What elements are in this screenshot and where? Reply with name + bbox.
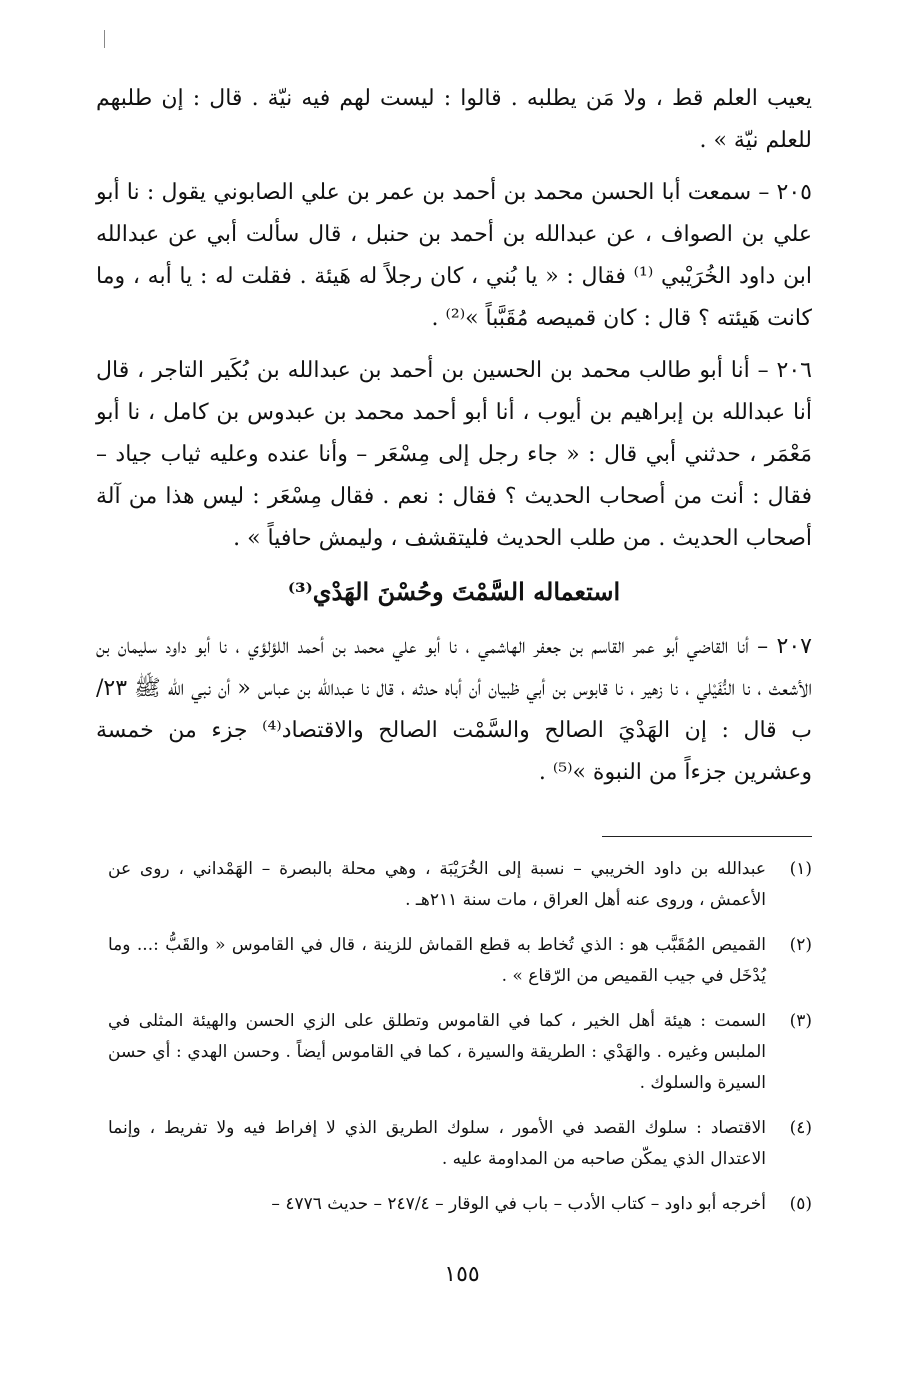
scan-mark xyxy=(104,30,105,48)
footnote-number: (٤) xyxy=(789,1118,812,1138)
paragraph-205: ٢٠٥ – سمعت أبا الحسن محمد بن أحمد بن عمر بن علي الصابوني يقول : نا أبو علي بن الصواف ، عن عبدالله بن أحمد بن حنبل ، قال سألت أبي عن عبدالله ابن داود الخُرَيْبي ⁽¹⁾ فقال : « يا بُني ، كان رجلاً له هَيئة . فقلت له : يا أبه ، وما كانت هَيئته ؟ قال : كان قميصه مُقَبَّباً »⁽²⁾ . xyxy=(96,180,813,331)
footnote-text: عبدالله بن داود الخريبي – نسبة إلى الخُرَيْبَة ، وهي محلة بالبصرة – الهَمْداني ، روى عن الأعمش ، وروى عنه أهل العراق ، مات سنة ٢١١هـ . xyxy=(108,859,766,910)
footnote-separator xyxy=(602,836,812,837)
footnote-5 xyxy=(108,1189,812,1220)
footnote-number: (١) xyxy=(789,859,812,879)
footnote-4 xyxy=(108,1113,812,1175)
footnote-number: (٢) xyxy=(789,935,812,955)
footnote-text: السمت : هيئة أهل الخير ، كما في القاموس وتطلق على الزي الحسن والهيئة المثلى في الملبس وغيره . والهَدْي : الطريقة والسيرة ، كما في القاموس أيضاً . وحسن الهدي : أي حسن السيرة والسلوك . xyxy=(108,1011,766,1093)
footnote-3 xyxy=(108,1006,812,1099)
paragraph-206: ٢٠٦ – أنا أبو طالب محمد بن الحسين بن أحمد بن عبدالله بن بُكَير التاجر ، قال أنا عبدالله بن إبراهيم بن أيوب ، أنا أبو أحمد محمد بن عبدوس بن كامل ، نا أبو مَعْمَر ، حدثني أبي قال : « جاء رجل إلى مِسْعَر – وأنا عنده وعليه ثياب جياد – فقال : أنت من أصحاب الحديث ؟ فقال : نعم . فقال مِسْعَر : ليس هذا من آلة أصحاب الحديث . من طلب الحديث فليتقشف ، وليمش حافياً » . xyxy=(96,358,812,551)
footnote-text: الاقتصاد : سلوك القصد في الأمور ، سلوك الطريق الذي لا إفراط فيه ولا تفريط ، وإنما الاعتدال الذي يمكّن صاحبه من المداومة عليه . xyxy=(108,1118,766,1169)
section-heading: استعماله السَّمْتَ وحُسْنَ الهَدْي⁽³⁾ xyxy=(287,577,621,606)
footnote-text: القميص المُقَبَّب هو : الذي تُخاط به قطع القماش للزينة ، قال في القاموس « والقَبُّ :... وما يُدْخَل في جيب القميص من الرّقاع » . xyxy=(108,935,766,986)
paragraph-207: ٢٠٧ – أنا القاضي أبو عمر القاسم بن جعفر الهاشمي ، نا أبو علي محمد بن أحمد اللؤلؤي ، نا أبو داود سليمان بن الأشعث ، نا النُّفَيْلي ، نا زهير ، نا قابوس بن أبي ظبيان أن أباه حدثه ، قال نا عبدالله بن عباس « أن نبي الله ﷺ ٢٣/ ب قال : إن الهَدْيَ الصالح والسَّمْت الصالح والاقتصاد⁽⁴⁾ جزء من خمسة وعشرين جزءاً من النبوة »⁽⁵⁾ . xyxy=(96,634,812,785)
page-number: ١٥٥ xyxy=(444,1262,480,1287)
main-text xyxy=(96,78,812,804)
footnotes xyxy=(108,854,812,1234)
paragraph-continuation: يعيب العلم قط ، ولا مَن يطلبه . قالوا : ليست لهم فيه نيّة . قال : إن طلبهم للعلم نيّة » . xyxy=(96,86,812,153)
footnote-2 xyxy=(108,930,812,992)
footnote-number: (٥) xyxy=(789,1194,812,1214)
footnote-number: (٣) xyxy=(789,1011,812,1031)
footnote-text: أخرجه أبو داود – كتاب الأدب – باب في الوقار – ٢٤٧/٤ – حديث ٤٧٧٦ – xyxy=(271,1194,766,1214)
footnote-1 xyxy=(108,854,812,916)
